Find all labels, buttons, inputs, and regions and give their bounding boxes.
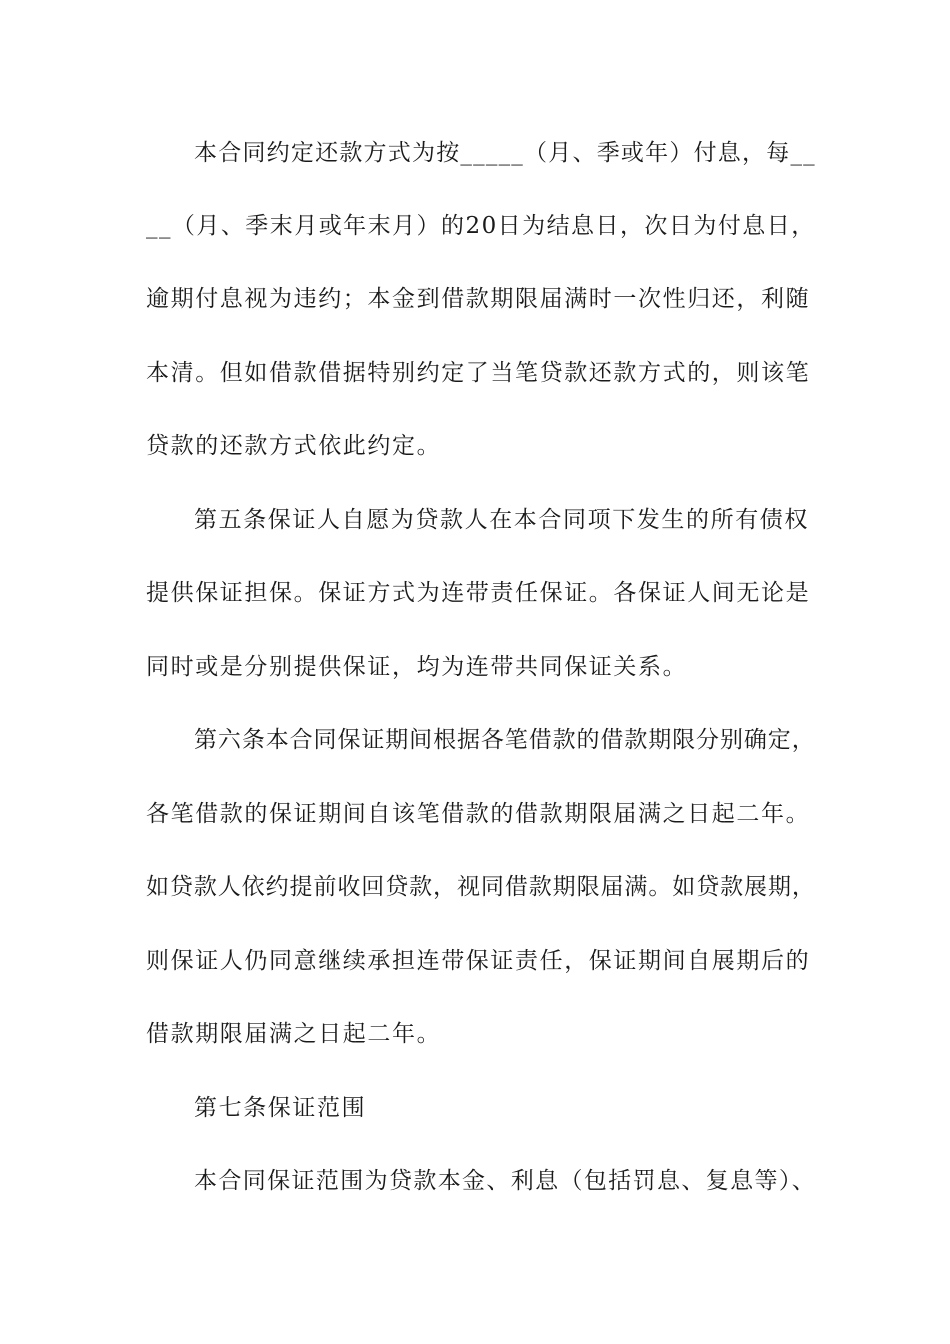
article-6-line-5: 借款期限届满之日起二年。 xyxy=(146,1021,442,1047)
article-6-line-4: 则保证人仍同意继续承担连带保证责任，保证期间自展期后的 xyxy=(146,948,811,974)
article-5-line-1: 第五条保证人自愿为贷款人在本合同项下发生的所有债权 xyxy=(194,507,809,533)
article-6-line-3: 如贷款人依约提前收回贷款，视同借款期限届满。如贷款展期， xyxy=(146,874,816,900)
article-5-line-3: 同时或是分别提供保证，均为连带共同保证关系。 xyxy=(146,654,688,680)
paragraph-repayment-line-1: 本合同约定还款方式为按_____（月、季或年）付息，每__ xyxy=(194,140,816,166)
paragraph-repayment-line-2: __（月、季末月或年末月）的20日为结息日，次日为付息日， xyxy=(146,213,816,239)
article-5-line-2: 提供保证担保。保证方式为连带责任保证。各保证人间无论是 xyxy=(146,580,811,606)
article-6-line-1: 第六条本合同保证期间根据各笔借款的借款期限分别确定， xyxy=(194,727,816,753)
article-7-line-1: 本合同保证范围为贷款本金、利息（包括罚息、复息等）、 xyxy=(194,1168,817,1194)
paragraph-repayment-line-4: 本清。但如借款借据特别约定了当笔贷款还款方式的，则该笔 xyxy=(146,360,811,386)
article-6-line-2: 各笔借款的保证期间自该笔借款的借款期限届满之日起二年。 xyxy=(146,801,811,827)
paragraph-repayment-line-3: 逾期付息视为违约；本金到借款期限届满时一次性归还，利随 xyxy=(146,286,811,312)
paragraph-repayment-line-5: 贷款的还款方式依此约定。 xyxy=(146,433,442,459)
article-7-heading: 第七条保证范围 xyxy=(194,1095,367,1121)
